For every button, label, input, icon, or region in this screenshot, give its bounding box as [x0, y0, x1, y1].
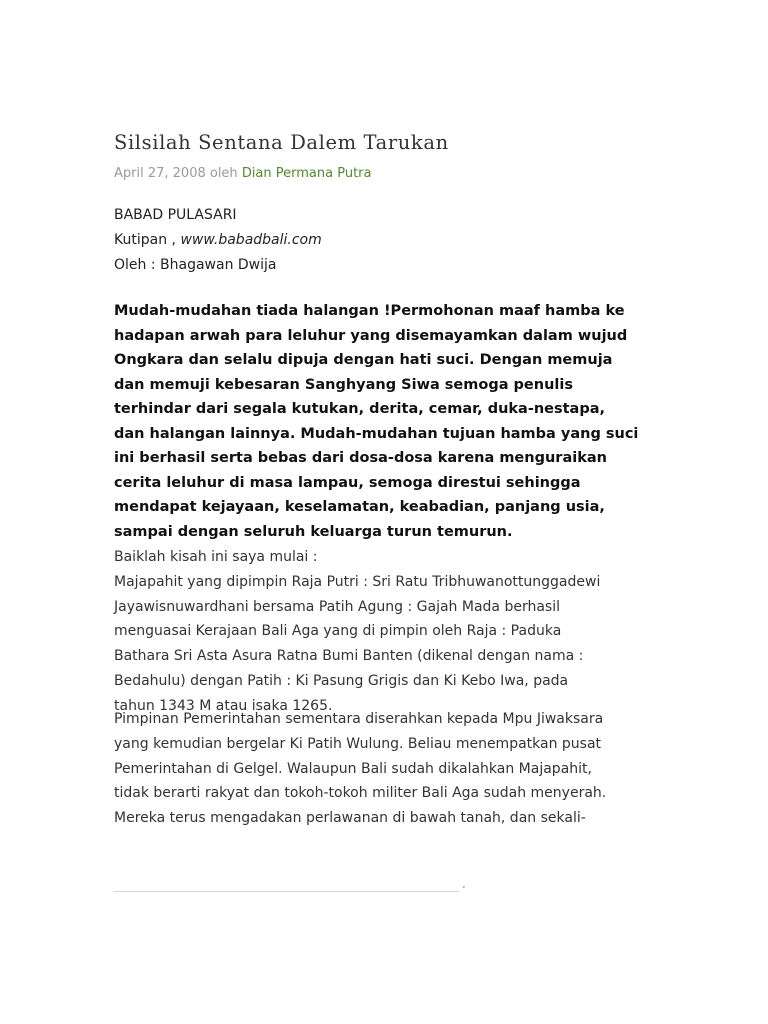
- paragraph-2-line: yang kemudian bergelar Ki Patih Wulung. Beliau menempatkan pusat: [114, 735, 602, 752]
- article-date: April 27, 2008 oleh: [114, 166, 242, 181]
- page-divider: _________________________________________.: [114, 876, 469, 892]
- author-link[interactable]: Dian Permana Putra: [241, 166, 372, 181]
- prayer-line: hadapan arwah para leluhur yang disemayamkan dalam wujud: [114, 327, 628, 344]
- paragraph-1-line: Bedahulu) dengan Patih : Ki Pasung Grigis dan Ki Kebo Iwa, pada: [114, 672, 569, 689]
- intro-source-label: Kutipan ,: [114, 232, 181, 248]
- prayer-line: mendapat kejayaan, keselamatan, keabadian, panjang usia,: [114, 499, 605, 515]
- prayer-line: ini berhasil serta bebas dari dosa-dosa karena menguraikan: [114, 450, 607, 466]
- article-title: Silsilah Sentana Dalem Tarukan: [114, 131, 449, 154]
- paragraph-2-line: tidak berarti rakyat dan tokoh-tokoh militer Bali Aga sudah menyerah.: [114, 785, 607, 802]
- prayer-line: terhindar dari segala kutukan, derita, cemar, duka-nestapa,: [114, 401, 606, 417]
- paragraph-2-line: Mereka terus mengadakan perlawanan di bawah tanah, dan sekali-: [114, 810, 586, 827]
- source-link[interactable]: www.babadbali.com: [180, 232, 322, 248]
- prayer-line: Mudah-mudahan tiada halangan !Permohonan maaf hamba ke: [114, 303, 625, 319]
- opening-prayer: [114, 299, 638, 544]
- prayer-line: dan halangan lainnya. Mudah-mudahan tujuan hamba yang suci: [114, 425, 639, 442]
- paragraph-1: [114, 545, 600, 719]
- intro-author: Oleh : Bhagawan Dwija: [114, 257, 277, 273]
- prayer-line: Ongkara dan selalu dipuja dengan hati suci. Dengan memuja: [114, 352, 613, 368]
- paragraph-1-line: Jayawisnuwardhani bersama Patih Agung : Gajah Mada berhasil: [114, 598, 560, 615]
- paragraph-2-line: Pemerintahan di Gelgel. Walaupun Bali sudah dikalahkan Majapahit,: [114, 760, 592, 777]
- paragraph-1-line: Majapahit yang dipimpin Raja Putri : Sri Ratu Tribhuwanottunggadewi: [114, 573, 601, 590]
- paragraph-1-line: Bathara Sri Asta Asura Ratna Bumi Banten (dikenal dengan nama :: [114, 648, 584, 665]
- intro-source: [114, 228, 322, 253]
- prayer-line: dan memuji kebesaran Sanghyang Siwa semoga penulis: [114, 376, 573, 393]
- article-intro: [114, 203, 322, 278]
- paragraph-2-line: Pimpinan Pemerintahan sementara diserahkan kepada Mpu Jiwaksara: [114, 711, 604, 727]
- paragraph-1-line: menguasai Kerajaan Bali Aga yang di pimpin oleh Raja : Paduka: [114, 623, 562, 640]
- prayer-line: sampai dengan seluruh keluarga turun temurun.: [114, 523, 513, 540]
- paragraph-2: [114, 707, 606, 831]
- paragraph-1-line: tahun 1343 M atau isaka 1265.: [114, 697, 333, 714]
- article-meta: [114, 166, 372, 181]
- intro-heading: BABAD PULASARI: [114, 207, 237, 223]
- prayer-line: cerita leluhur di masa lampau, semoga direstui sehingga: [114, 474, 581, 491]
- paragraph-1-line: Baiklah kisah ini saya mulai :: [114, 549, 318, 565]
